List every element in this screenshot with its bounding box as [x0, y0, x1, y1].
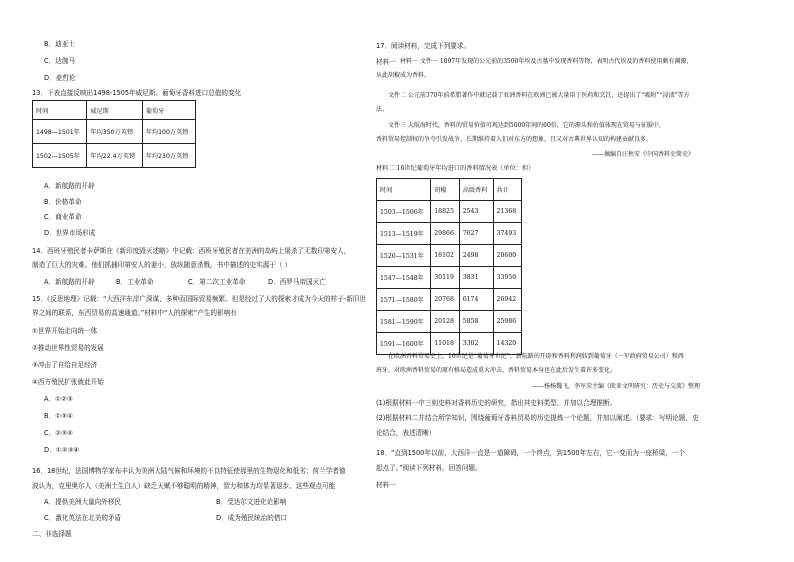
- q13-option-c: C．商业革命: [44, 213, 82, 221]
- table-header: 胡椒: [431, 179, 459, 201]
- q16-option-a: A．提供美洲大量向外移民: [44, 498, 122, 506]
- q15-item-1: ①世界开始走向统一体: [32, 327, 98, 335]
- table-cell: 1547—1548年: [377, 267, 431, 289]
- q13-header-portugal: 葡萄牙: [142, 101, 195, 120]
- q13-header-time: 时间: [33, 101, 87, 120]
- material-2-title: 材料二 16世纪葡萄牙年均进口的香料情况表（单位：担）: [376, 165, 535, 172]
- table-cell: 20768: [431, 289, 459, 311]
- q15-option-c: C．②③④: [44, 429, 73, 437]
- q18-stem-2: 起点了。”阅读下列材料，回答问题。: [376, 464, 482, 472]
- table-cell: 37493: [493, 223, 521, 245]
- table-cell: 1513—1519年: [377, 223, 431, 245]
- q16-stem-1: 16．18世纪，法国博物学家布丰认为美洲大陆气候和环境的不良特征使那里的生物退化和低劣；荷兰学者德: [32, 467, 346, 475]
- left-column: [32, 0, 392, 562]
- q17-stem: 17．阅读材料，完成下列要求。: [376, 42, 471, 50]
- table-cell: 3302: [459, 333, 493, 355]
- q18-stem-1: 18．“直到1500年以前，大西洋一直是一道障碍，一个终点，到1500年左右，它一变而为一座桥梁，一个: [376, 449, 686, 457]
- table-cell: 20600: [493, 245, 521, 267]
- table-cell: 5858: [459, 311, 493, 333]
- q15-item-4: ④西方殖民扩张就此开始: [32, 378, 104, 386]
- q12-option-b: B．迪亚士: [44, 40, 75, 48]
- material-2-text-2: 班牙，对欧洲香料贸易的原有格局造成重大冲击，香料贸易本身也在此后发生着许多变化。: [376, 367, 617, 374]
- q17-task-2-b: 论结合，表述清晰）: [376, 429, 436, 437]
- q13-stem: 13．下表直接反映出1498-1505年威尼斯、葡萄牙香料进口总值的变化: [32, 89, 242, 97]
- q14-option-b: B．工业革命: [116, 278, 154, 286]
- material-1-doc3-b: 香料贸易控制权的争夺引发战争，长期维持着人们对东方的想象，且又对古典世界认知的构建贡献良多。: [376, 136, 653, 143]
- q15-item-2: ②推动世界性贸易的发展: [32, 344, 104, 352]
- q14-option-d: D．西罗马帝国灭亡: [268, 278, 326, 286]
- table-cell: 30119: [431, 267, 459, 289]
- table-cell: 25986: [493, 311, 521, 333]
- q14-stem-2: 制造了巨大的灾难。他们抓捕印第安人的妻小，放纵随意杀戮。书中描述的史实源于（ ）: [32, 261, 292, 269]
- table-header: 高级香料: [459, 179, 493, 201]
- q12-option-c: C．达伽马: [44, 57, 75, 65]
- material-1-label: 材料一: [376, 58, 396, 66]
- table-cell: 2543: [459, 201, 493, 223]
- table-cell: 14320: [493, 333, 521, 355]
- table-cell: 1498—1501年: [33, 120, 87, 144]
- table-cell: 33950: [493, 267, 521, 289]
- table-header: 时间: [377, 179, 431, 201]
- table-cell: 1591—1600年: [377, 333, 431, 355]
- table-header: 共计: [493, 179, 521, 201]
- q15-option-d: D．①②③④: [44, 446, 80, 454]
- q15-item-3: ③冲击了自给自足经济: [32, 361, 98, 369]
- q13-option-b: B．价格革命: [44, 198, 82, 206]
- material-1-doc1-a: 材料一 文件一 1897年发现的公元前的3500年埃及古墓中发现香料等物，表明古代埃及的香料使用颇有渊源，: [400, 58, 693, 65]
- table-cell: 29866: [431, 223, 459, 245]
- material-1-source: ——摘编自汪秋安《中国香料史简史》: [592, 151, 695, 158]
- q14-stem-1: 14．西班牙殖民者卡萨斯在《新印度毁灭述略》中记载：西班牙殖民者在美洲的岛屿上屠杀了无数印第安人，: [32, 247, 351, 255]
- q15-option-a: A．①②③: [44, 395, 73, 403]
- table-cell: 7627: [459, 223, 493, 245]
- table-cell: 年均100万英镑: [142, 120, 195, 144]
- material-2-source: ——杨杨魏飞，李军荣主编《欧亚文明研究：历史与交流》整理: [532, 383, 701, 390]
- table-cell: 1571—1580年: [377, 289, 431, 311]
- q16-stem-2: 波认为，克里奥尔人（美洲土生白人）缺乏天赋不够聪明的精神，智力和体力均显著退步。这些观点可能: [32, 482, 336, 490]
- material-1-doc3-a: 文件三 大航海时代，香料的贸易价值可观达到5000年间的60倍，它的源头和价值体现在贸易与征服中，: [388, 122, 665, 129]
- right-column: [372, 0, 732, 562]
- material-1-doc2-a: 文件二 公元前370年前希腊著作中就记载了亚洲香料在欧洲已被大量用于医药和烹饪，还提出了“吸附”“浸渍”等方: [388, 92, 690, 99]
- q16-option-b: B．受达尔文进化论影响: [216, 498, 287, 506]
- q12-option-d: D．麦哲伦: [44, 74, 76, 82]
- material-2-table: [376, 178, 522, 355]
- q14-option-a: A．新航路的开辟: [44, 278, 95, 286]
- table-cell: 3831: [459, 267, 493, 289]
- q16-option-d: D．成为殖民统治的借口: [216, 514, 288, 522]
- q15-option-b: B．①③④: [44, 412, 73, 420]
- q17-task-1: (1)根据材料一中三则史料对香料历史的研究，指出其史料类型，并加以合理推断。: [376, 399, 617, 407]
- table-cell: 2498: [459, 245, 493, 267]
- q13-table: [32, 100, 196, 168]
- q13-option-d: D．世界市场形成: [44, 229, 96, 237]
- q14-option-c: C．第二次工业革命: [188, 278, 246, 286]
- table-cell: 年均230万英镑: [142, 144, 195, 168]
- table-cell: 20128: [431, 311, 459, 333]
- table-cell: 年均350万英镑: [87, 120, 142, 144]
- table-cell: 1503—1506年: [377, 201, 431, 223]
- table-cell: 1526—1531年: [377, 245, 431, 267]
- q13-header-venice: 威尼斯: [87, 101, 142, 120]
- table-cell: 1581—1590年: [377, 311, 431, 333]
- q15-stem-2: 界之间的联系，东西贸易的高速通道。”材料中“人的探索”产生的影响有: [32, 309, 237, 317]
- table-cell: 18825: [431, 201, 459, 223]
- q15-stem-1: 15．《反思地理》记载：“大西洋东岸广深谋，多种而国际贸易频繁。但是经过了人的探索才成为今天的样子-新旧世: [32, 295, 366, 303]
- material-2-text-1: 在欧洲香料贸易史上，16世纪是“葡萄牙世纪”。新航路的开辟和香料利润转到葡萄牙（一军政府贸易公司）和西: [388, 353, 684, 360]
- table-cell: 21368: [493, 201, 521, 223]
- table-cell: 1502—1505年: [33, 144, 87, 168]
- table-cell: 11018: [431, 333, 459, 355]
- section-2-heading: 二、非选择题: [32, 530, 72, 538]
- q17-task-2-a: (2)根据材料二并结合所学知识，围绕葡萄牙香料贸易的历史提炼一个论题，并加以阐述。（要求：写明论题，史: [376, 414, 699, 422]
- material-1-doc2-b: 法。: [376, 106, 389, 113]
- material-1-doc1-b: 从此胡椒成为香料。: [376, 72, 431, 79]
- material-3-label: 材料一: [376, 481, 396, 489]
- table-cell: 26942: [493, 289, 521, 311]
- q13-option-a: A．新航路的开辟: [44, 182, 95, 190]
- table-cell: 18102: [431, 245, 459, 267]
- table-cell: 年均22.4万英镑: [87, 144, 142, 168]
- q16-option-c: C．激化英法在北美的矛盾: [44, 514, 122, 522]
- table-cell: 6174: [459, 289, 493, 311]
